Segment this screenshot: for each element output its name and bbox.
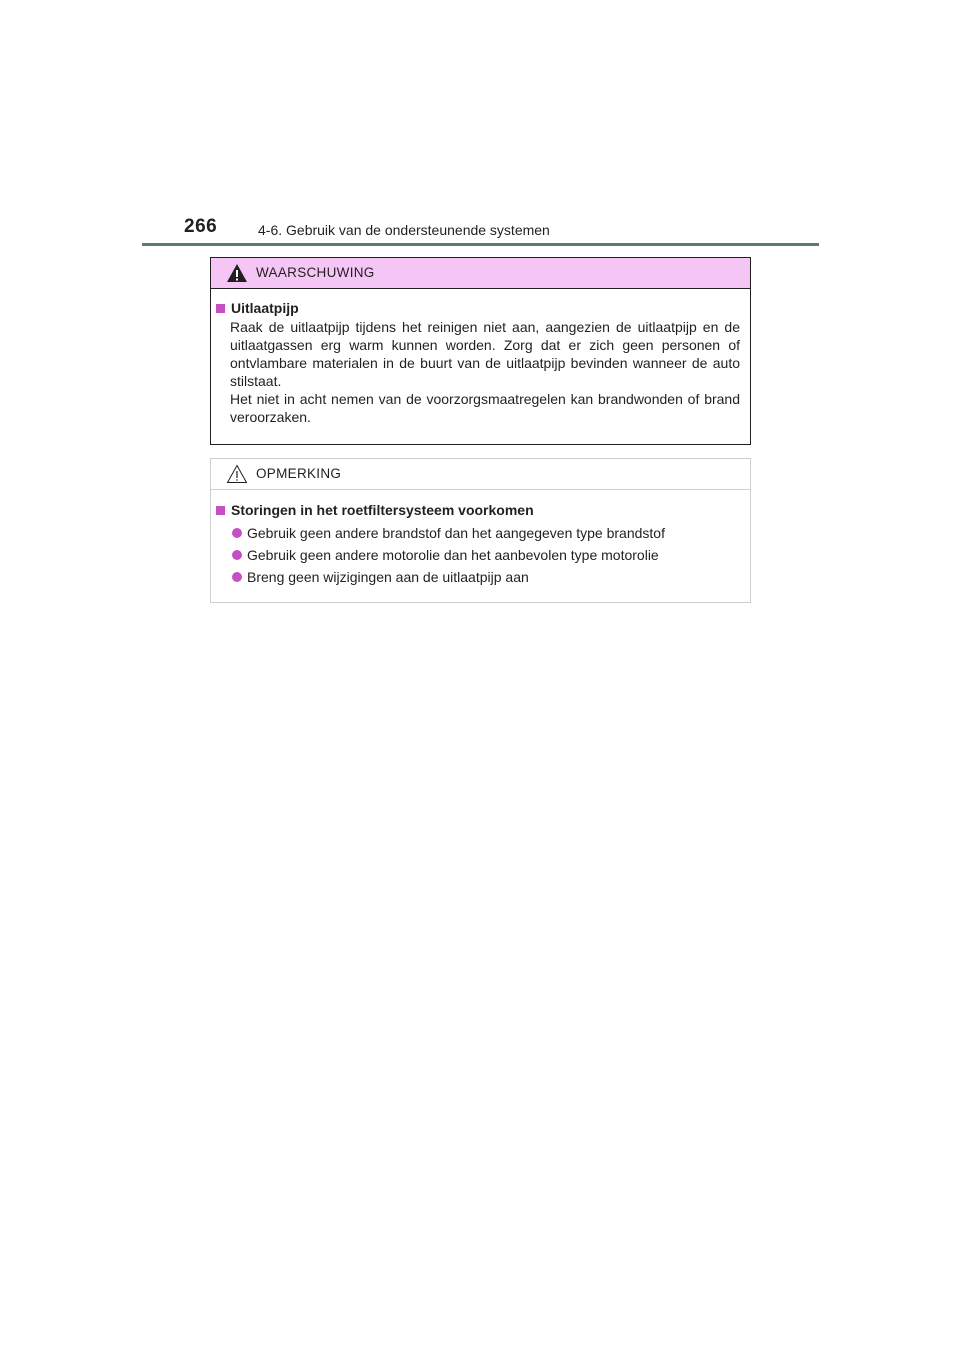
square-bullet-icon	[216, 304, 225, 313]
warning-box	[210, 257, 751, 445]
warning-label: WAARSCHUWING	[256, 265, 375, 280]
round-bullet-icon	[232, 550, 242, 560]
warning-item-title	[216, 299, 740, 318]
warning-text-2: Het niet in acht nemen van de voorzorgsmaatregelen kan brandwonden of brand veroorzaken.	[230, 391, 740, 425]
warning-body	[211, 289, 750, 426]
list-item-text: Gebruik geen andere motorolie dan het aanbevolen type motorolie	[247, 547, 659, 563]
round-bullet-icon	[232, 528, 242, 538]
notice-box	[210, 458, 751, 603]
list-item-text: Breng geen wijzigingen aan de uitlaatpijp aan	[247, 569, 529, 585]
notice-item-title	[216, 501, 740, 520]
square-bullet-icon	[216, 506, 225, 515]
warning-header	[211, 258, 750, 289]
list-item-text: Gebruik geen andere brandstof dan het aangegeven type brandstof	[247, 525, 665, 541]
notice-label: OPMERKING	[256, 466, 342, 481]
section-title: 4-6. Gebruik van de ondersteunende systemen	[258, 222, 550, 238]
warning-text: Raak de uitlaatpijp tijdens het reinigen niet aan, aangezien de uitlaatpijp en de uitlaatgassen erg warm kunnen worden. Zorg dat er zich geen personen of ontvlambare materialen in de buurt van de uitlaatpijp bevinden wanneer de auto stilstaat.	[230, 319, 740, 389]
list-item	[232, 524, 740, 542]
list-item	[232, 568, 740, 586]
notice-header	[211, 459, 750, 490]
page-header	[142, 214, 819, 246]
list-item	[232, 546, 740, 564]
warning-triangle-icon	[226, 263, 248, 283]
warning-item-title-text: Uitlaatpijp	[231, 300, 299, 316]
round-bullet-icon	[232, 572, 242, 582]
notice-body	[211, 490, 750, 586]
notice-item-title-text: Storingen in het roetfiltersysteem voorkomen	[231, 502, 534, 518]
page-number: 266	[184, 216, 218, 237]
notice-bullet-list	[216, 524, 740, 586]
header-rule	[142, 243, 819, 246]
caution-triangle-icon	[226, 464, 248, 484]
